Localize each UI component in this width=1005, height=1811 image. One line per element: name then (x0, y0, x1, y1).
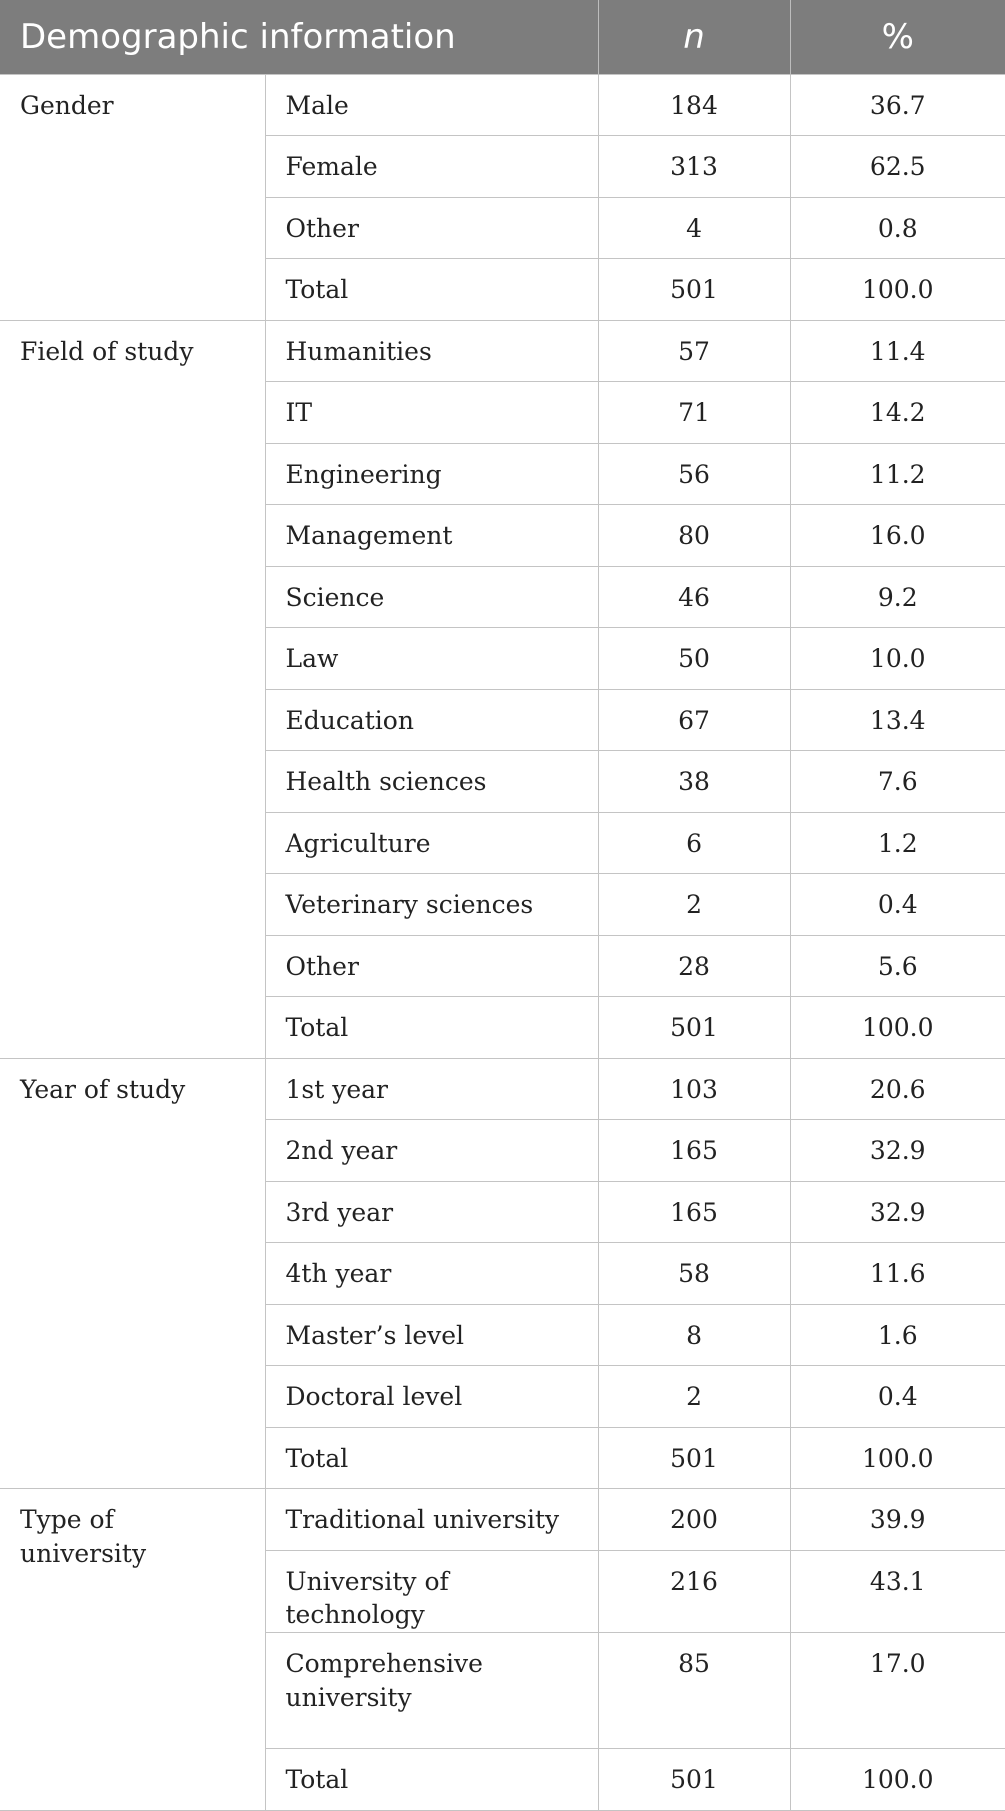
percent-cell: 0.4 (790, 1366, 1005, 1428)
section-label: Gender (0, 74, 265, 320)
category-cell: Law (265, 628, 598, 690)
percent-cell: 100.0 (790, 997, 1005, 1059)
category-cell: 1st year (265, 1058, 598, 1120)
percent-cell: 13.4 (790, 689, 1005, 751)
count-cell: 313 (598, 136, 790, 198)
percent-cell: 1.6 (790, 1304, 1005, 1366)
percent-cell: 0.4 (790, 874, 1005, 936)
count-cell: 57 (598, 320, 790, 382)
count-cell: 184 (598, 74, 790, 136)
category-cell: Other (265, 197, 598, 259)
percent-cell: 100.0 (790, 1427, 1005, 1489)
percent-cell: 17.0 (790, 1633, 1005, 1749)
table-header (0, 0, 1005, 74)
section-label: Type of university (0, 1489, 265, 1811)
percent-cell: 5.6 (790, 935, 1005, 997)
percent-cell: 9.2 (790, 566, 1005, 628)
category-cell: Health sciences (265, 751, 598, 813)
category-cell: Agriculture (265, 812, 598, 874)
percent-cell: 100.0 (790, 1749, 1005, 1811)
header-n: n (598, 0, 790, 74)
count-cell: 85 (598, 1633, 790, 1749)
percent-cell: 100.0 (790, 259, 1005, 321)
count-cell: 38 (598, 751, 790, 813)
count-cell: 216 (598, 1550, 790, 1633)
count-cell: 46 (598, 566, 790, 628)
category-cell: Comprehensive university (265, 1633, 598, 1749)
category-cell: Male (265, 74, 598, 136)
category-cell: Traditional university (265, 1489, 598, 1551)
category-cell: Veterinary sciences (265, 874, 598, 936)
count-cell: 28 (598, 935, 790, 997)
count-cell: 501 (598, 1427, 790, 1489)
count-cell: 165 (598, 1181, 790, 1243)
table-body (0, 74, 1005, 1810)
percent-cell: 32.9 (790, 1181, 1005, 1243)
percent-cell: 14.2 (790, 382, 1005, 444)
percent-cell: 32.9 (790, 1120, 1005, 1182)
count-cell: 50 (598, 628, 790, 690)
count-cell: 2 (598, 874, 790, 936)
count-cell: 200 (598, 1489, 790, 1551)
percent-cell: 7.6 (790, 751, 1005, 813)
percent-cell: 11.4 (790, 320, 1005, 382)
category-cell: Total (265, 259, 598, 321)
category-cell: Total (265, 997, 598, 1059)
table-row (0, 74, 1005, 136)
category-cell: Other (265, 935, 598, 997)
percent-cell: 43.1 (790, 1550, 1005, 1633)
category-cell: Education (265, 689, 598, 751)
percent-cell: 20.6 (790, 1058, 1005, 1120)
category-cell: Master’s level (265, 1304, 598, 1366)
percent-cell: 0.8 (790, 197, 1005, 259)
percent-cell: 36.7 (790, 74, 1005, 136)
category-cell: University of technology (265, 1550, 598, 1633)
category-cell: Doctoral level (265, 1366, 598, 1428)
percent-cell: 11.2 (790, 443, 1005, 505)
section-label: Year of study (0, 1058, 265, 1489)
count-cell: 6 (598, 812, 790, 874)
category-cell: Management (265, 505, 598, 567)
count-cell: 8 (598, 1304, 790, 1366)
count-cell: 67 (598, 689, 790, 751)
header-demographic-information: Demographic information (0, 0, 598, 74)
count-cell: 56 (598, 443, 790, 505)
category-cell: Total (265, 1427, 598, 1489)
category-cell: Engineering (265, 443, 598, 505)
header-row (0, 0, 1005, 74)
category-cell: Total (265, 1749, 598, 1811)
count-cell: 501 (598, 1749, 790, 1811)
percent-cell: 62.5 (790, 136, 1005, 198)
percent-cell: 11.6 (790, 1243, 1005, 1305)
percent-cell: 16.0 (790, 505, 1005, 567)
count-cell: 501 (598, 259, 790, 321)
count-cell: 80 (598, 505, 790, 567)
category-cell: 2nd year (265, 1120, 598, 1182)
count-cell: 165 (598, 1120, 790, 1182)
percent-cell: 1.2 (790, 812, 1005, 874)
category-cell: Female (265, 136, 598, 198)
table-row (0, 1489, 1005, 1551)
count-cell: 2 (598, 1366, 790, 1428)
count-cell: 4 (598, 197, 790, 259)
header-percent: % (790, 0, 1005, 74)
percent-cell: 10.0 (790, 628, 1005, 690)
category-cell: Science (265, 566, 598, 628)
category-cell: 4th year (265, 1243, 598, 1305)
percent-cell: 39.9 (790, 1489, 1005, 1551)
count-cell: 103 (598, 1058, 790, 1120)
table-row (0, 1058, 1005, 1120)
category-cell: Humanities (265, 320, 598, 382)
category-cell: IT (265, 382, 598, 444)
count-cell: 71 (598, 382, 790, 444)
category-cell: 3rd year (265, 1181, 598, 1243)
table-row (0, 320, 1005, 382)
count-cell: 501 (598, 997, 790, 1059)
section-label: Field of study (0, 320, 265, 1058)
count-cell: 58 (598, 1243, 790, 1305)
